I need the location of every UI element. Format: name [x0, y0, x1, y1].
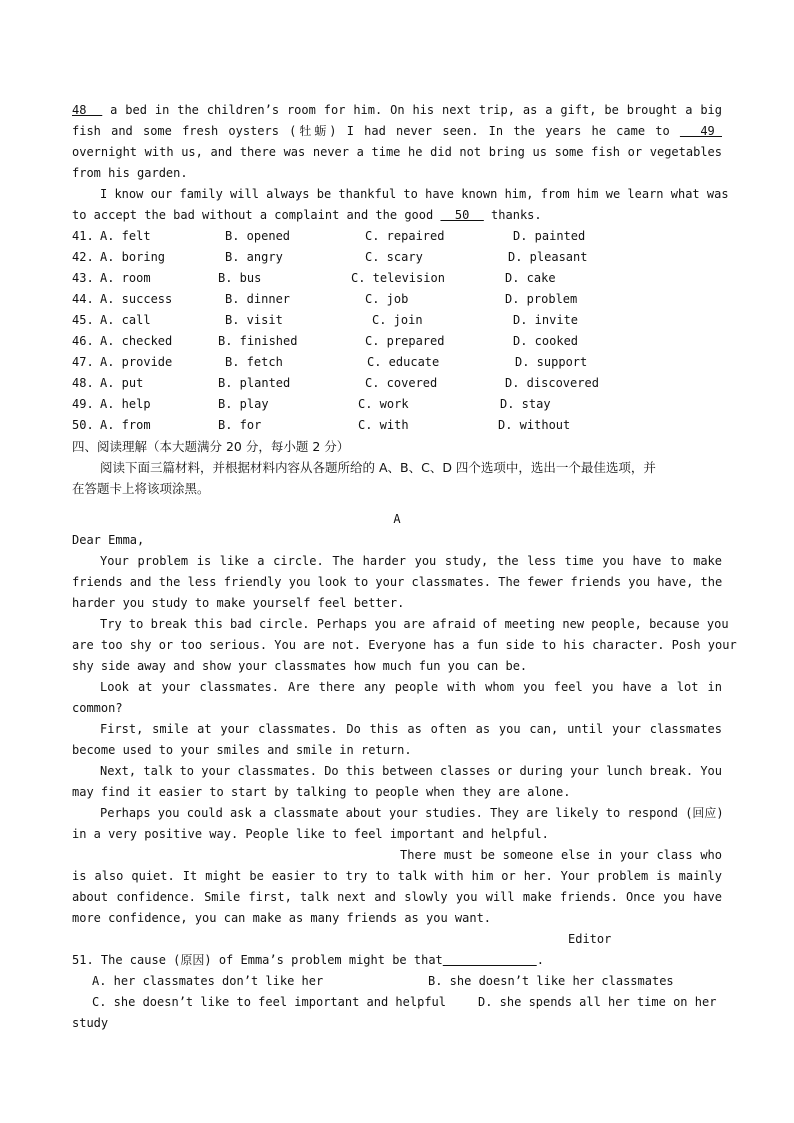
letter-line: Next, talk to your classmates. Do this between classes or during your lunch break. You [100, 764, 722, 778]
letter-line: friends and the less friendly you look to your classmates. The fewer friends you have, the [72, 575, 723, 589]
letter-line: harder you study to make yourself feel better. [72, 596, 405, 610]
choice-c: C. she doesn’t like to feel important and helpful [92, 995, 447, 1009]
option-row-47: 47. A. provide B. fetch C. educate D. support [72, 355, 588, 369]
passage-line: 48 a bed in the children’s room for him. On his next trip, as a gift, be brought a big [72, 103, 722, 117]
letter-line: may find it easier to start by talking to people when they are alone. [72, 785, 571, 799]
letter-line: in a very positive way. People like to feel important and helpful. [72, 827, 549, 841]
letter-line: Try to break this bad circle. Perhaps you are afraid of meeting new people, because you [100, 617, 729, 631]
letter-line: Perhaps you could ask a classmate about your studies. They are likely to respond (回应) [100, 806, 724, 820]
option-row-42: 42. A. boring B. angry C. scary D. pleasant [72, 250, 588, 264]
question-51-stem: 51. The cause (原因) of Emma’s problem might be that . [72, 953, 544, 967]
choice-a: A. her classmates don’t like her [92, 974, 324, 988]
answer-blank [443, 953, 537, 967]
letter-line: shy side away and show your classmates how much fun you can be. [72, 659, 528, 673]
letter-line: There must be someone else in your class who [400, 848, 722, 862]
letter-line: more confidence, you can make as many friends as you want. [72, 911, 492, 925]
section-instruction: 阅读下面三篇材料，并根据材料内容从各题所给的 A、B、C、D 四个选项中，选出一个最佳选项，并 [100, 460, 656, 475]
option-row-46: 46. A. checked B. finished C. prepared D. cooked [72, 334, 579, 348]
choice-d-continuation: study [72, 1016, 109, 1030]
option-row-41: 41. A. felt B. opened C. repaired D. painted [72, 229, 586, 243]
letter-line: Look at your classmates. Are there any people with whom you feel you have a lot in [100, 680, 722, 694]
letter-line: become used to your smiles and smile in return. [72, 743, 412, 757]
section-heading: 四、阅读理解（本大题满分 20 分，每小题 2 分） [72, 439, 350, 454]
passage-line: fish and some fresh oysters (牡蛎) I had never seen. In the years he came to 49 [72, 124, 722, 138]
option-row-45: 45. A. call B. visit C. join D. invite [72, 313, 579, 327]
passage-label: A [393, 512, 401, 526]
blank-49: 49 [679, 124, 722, 138]
choice-d: D. she spends all her time on her [478, 995, 717, 1009]
passage-line: I know our family will always be thankful to have known him, from him we learn what was [100, 187, 729, 201]
passage-line: from his garden. [72, 166, 188, 180]
passage-line: overnight with us, and there was never a time he did not bring us some fish or vegetables [72, 145, 722, 159]
option-row-43: 43. A. room B. bus C. television D. cake [72, 271, 556, 285]
option-row-44: 44. A. success B. dinner C. job D. problem [72, 292, 578, 306]
letter-line: about confidence. Smile first, talk next and slowly you will make friends. Once you have [72, 890, 722, 904]
option-row-49: 49. A. help B. play C. work D. stay [72, 397, 551, 411]
letter-line: common? [72, 701, 123, 715]
letter-line: is also quiet. It might be easier to try to talk with him or her. Your problem is mainly [72, 869, 722, 883]
letter-line: Your problem is like a circle. The harder you study, the less time you have to make [100, 554, 722, 568]
passage-line: to accept the bad without a complaint and the good 50 thanks. [72, 208, 542, 222]
choice-b: B. she doesn’t like her classmates [428, 974, 674, 988]
letter-signature: Editor [568, 932, 612, 946]
section-instruction: 在答题卡上将该项涂黑。 [72, 481, 210, 496]
blank-48: 48 [72, 103, 103, 117]
cloze-options [72, 226, 722, 436]
blank-50: 50 [440, 208, 484, 222]
letter-line: First, smile at your classmates. Do this as often as you can, until your classmates [100, 722, 722, 736]
option-row-48: 48. A. put B. planted C. covered D. discovered [72, 376, 599, 390]
exam-page [72, 100, 737, 1034]
option-row-50: 50. A. from B. for C. with D. without [72, 418, 571, 432]
question-51-choices-ab [72, 971, 722, 992]
letter-line: are too shy or too serious. You are not. Everyone has a fun side to his character. Posh your [72, 638, 737, 652]
letter-greeting: Dear Emma, [72, 533, 145, 547]
question-51-choices-cd [72, 992, 722, 1013]
